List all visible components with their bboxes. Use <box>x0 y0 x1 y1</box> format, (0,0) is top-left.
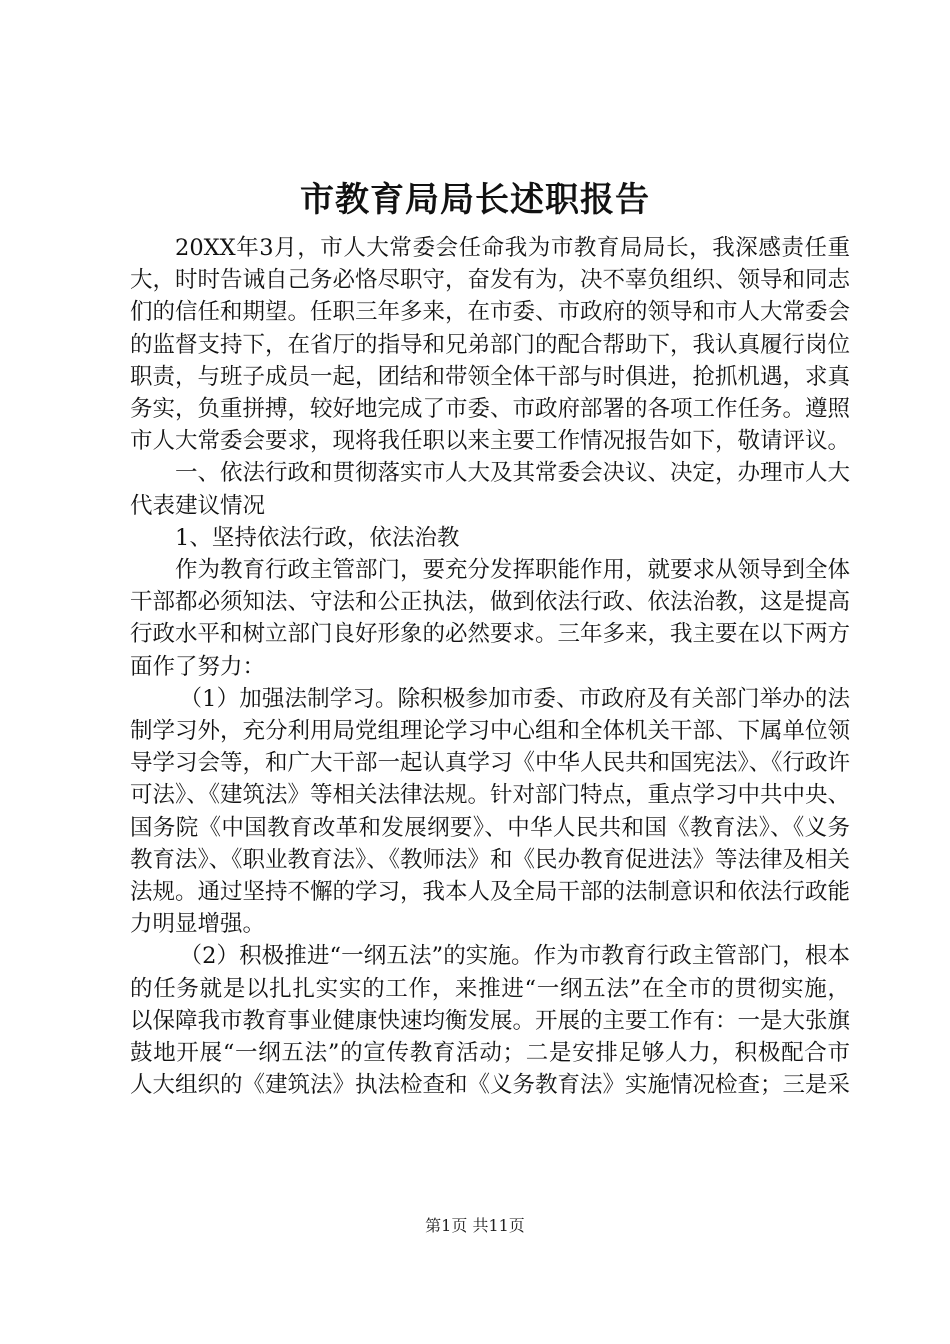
paragraph-item-1: （1）加强法制学习。除积极参加市委、市政府及有关部门举办的法制学习外，充分利用局党组理论学习中心组和全体机关干部、下属单位领导学习会等，和广大干部一起认真学习《中华人民共和国宪法》、《行政许可法》、《建筑法》等相关法律法规。针对部门特点，重点学习中共中央、国务院《中国教育改革和发展纲要》、中华人民共和国《教育法》、《义务教育法》、《职业教育法》、《教师法》和《民办教育促进法》等法律及相关法规。通过坚持不懈的学习，我本人及全局干部的法制意识和依法行政能力明显增强。 <box>130 685 851 938</box>
paragraph-body-1: 作为教育行政主管部门，要充分发挥职能作用，就要求从领导到全体干部都必须知法、守法和公正执法，做到依法行政、依法治教，这是提高行政水平和树立部门良好形象的必然要求。三年多来，我主要在以下两方面作了努力： <box>130 557 851 680</box>
section-heading-1: 一、依法行政和贯彻落实市人大及其常委会决议、决定，办理市人大代表建议情况 <box>130 460 851 519</box>
document-title: 市教育局局长述职报告 <box>300 180 650 220</box>
paragraph-intro: 20XX年3月，市人大常委会任命我为市教育局局长，我深感责任重大，时时告诫自己务必恪尽职守，奋发有为，决不辜负组织、领导和同志们的信任和期望。任职三年多来，在市委、市政府的领导和市人大常委会的监督支持下，在省厅的指导和兄弟部门的配合帮助下，我认真履行岗位职责，与班子成员一起，团结和带领全体干部与时俱进，抢抓机遇，求真务实，负重拼搏，较好地完成了市委、市政府部署的各项工作任务。遵照市人大常委会要求，现将我任职以来主要工作情况报告如下，敬请评议。 <box>130 235 851 455</box>
subsection-heading-1: 1、坚持依法行政，依法治教 <box>175 524 460 551</box>
page-footer: 第1页 共11页 <box>425 1216 525 1235</box>
document-body <box>130 232 850 1101</box>
paragraph-item-2: （2）积极推进“一纲五法”的实施。作为市教育行政主管部门，根本的任务就是以扎扎实实的工作，来推进“一纲五法”在全市的贯彻实施，以保障我市教育事业健康快速均衡发展。开展的主要工作有：一是大张旗鼓地开展“一纲五法”的宣传教育活动；二是安排足够人力，积极配合市人大组织的《建筑法》执法检查和《义务教育法》实施情况检查；三是采 <box>130 943 851 1099</box>
